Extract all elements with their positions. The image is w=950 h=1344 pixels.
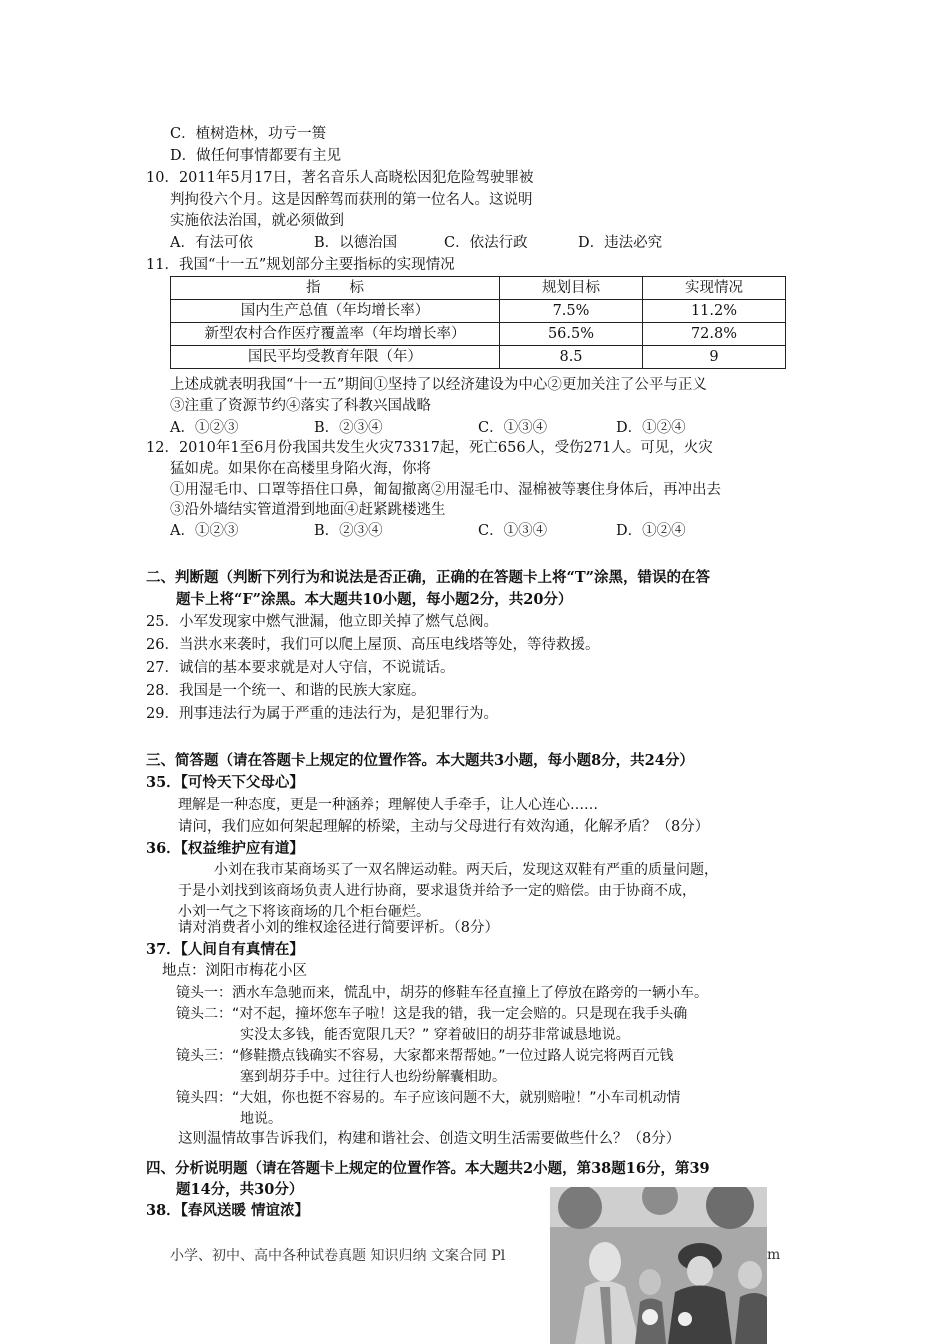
q10-stem-line3: 实施依法治国，就必须做到: [170, 213, 344, 229]
section3-title: 三、简答题（请在答题卡上规定的位置作答。本大题共3小题，每小题8分，共24分）: [146, 752, 694, 769]
q12-choices-line2: ③沿外墙结实管道滑到地面④赶紧跳楼逃生: [170, 502, 446, 518]
q37-scene1: 镜头一：洒水车急驰而来，慌乱中，胡芬的修鞋车径直撞上了停放在路旁的一辆小车。: [176, 985, 708, 1001]
table-row: [171, 346, 786, 369]
q10-option-c: C．依法行政: [444, 235, 528, 251]
table-row: [171, 300, 786, 323]
q10-stem-line2: 判拘役六个月。这是因醉驾而获刑的第一位名人。这说明: [170, 192, 533, 208]
q10-option-d: D．违法必究: [578, 235, 663, 251]
footer-text: [170, 1245, 505, 1265]
q37-scene3-line1: 镜头三：“修鞋攒点钱确实不容易，大家都来帮帮她。”一位过路人说完将两百元钱: [176, 1048, 674, 1064]
q37-scene4-line2: 地说。: [240, 1111, 282, 1127]
q11-option-a: A．①②③: [170, 420, 239, 436]
table-header-cell: 指 标: [171, 277, 500, 300]
q10-option-a: A．有法可依: [170, 235, 253, 251]
table-header-row: [171, 277, 786, 300]
q35-heading: 35．【可怜天下父母心】: [146, 774, 304, 791]
q37-scene2-line2: 实没太多钱，能否宽限几天？” 穿着破旧的胡芬非常诚恳地说。: [240, 1027, 630, 1043]
q11-option-d: D．①②④: [616, 420, 686, 436]
q38-heading: 38．【春风送暖 情谊浓】: [146, 1202, 309, 1219]
q37-heading: 37．【人间自有真情在】: [146, 941, 304, 958]
q10-stem-line1: 10．2011年5月17日，著名音乐人高晓松因犯危险驾驶罪被: [146, 170, 534, 186]
q11-conclusion-line1: 上述成就表明我国“十一五”期间①坚持了以经济建设为中心②更加关注了公平与正义: [170, 377, 707, 393]
news-photo-illustration: [550, 1187, 767, 1344]
table-cell: 国内生产总值（年均增长率）: [171, 300, 500, 323]
q36-question: 请对消费者小刘的维权途径进行简要评析。（8分）: [178, 920, 499, 936]
q12-choices-line1: ①用湿毛巾、口罩等捂住口鼻，匍匐撤离②用湿毛巾、湿棉被等裹住身体后，再冲出去: [170, 482, 721, 498]
q37-question: 这则温情故事告诉我们，构建和谐社会、创造文明生活需要做些什么？（8分）: [178, 1131, 681, 1147]
q12-options: [170, 521, 686, 541]
q12-stem-line2: 猛如虎。如果你在高楼里身陷火海，你将: [170, 461, 431, 477]
q9-option-c: C．植树造林，功亏一篑: [170, 126, 327, 142]
q11-options: [170, 418, 686, 438]
section2-title-line1: 二、判断题（判断下列行为和说法是否正确，正确的在答题卡上将“T”涂黑，错误的在答: [146, 569, 710, 586]
table-cell: 9: [643, 346, 786, 369]
q12-option-a: A．①②③: [170, 523, 239, 539]
q37-location: 地点：浏阳市梅花小区: [162, 963, 307, 979]
footer-text-left: 小学、初中、高中各种试卷真题 知识归纳 文案合同 Pl: [170, 1248, 506, 1264]
q12-option-c: C．①③④: [478, 523, 548, 539]
section4-title-line1: 四、分析说明题（请在答题卡上规定的位置作答。本大题共2小题，第38题16分，第39: [146, 1160, 710, 1177]
section4-title-line2: 题14分，共30分）: [176, 1181, 304, 1198]
q12-option-d: D．①②④: [616, 523, 686, 539]
list-item: 29．刑事违法行为属于严重的违法行为，是犯罪行为。: [146, 706, 498, 722]
table-header-cell: 实现情况: [643, 277, 786, 300]
q37-scene2-line1: 镜头二：“对不起，撞坏您车子啦！这是我的错，我一定会赔的。只是现在我手头确: [176, 1006, 688, 1022]
list-item: 25．小军发现家中燃气泄漏，他立即关掉了燃气总阀。: [146, 614, 498, 630]
list-item: 28．我国是一个统一、和谐的民族大家庭。: [146, 683, 426, 699]
q9-option-d: D．做任何事情都要有主见: [170, 148, 342, 164]
q37-scene3-line2: 塞到胡芬手中。过往行人也纷纷解囊相助。: [240, 1069, 506, 1085]
table-cell: 72.8%: [643, 323, 786, 346]
q11-option-c: C．①③④: [478, 420, 548, 436]
q36-paragraph-line1: 小刘在我市某商场买了一双名牌运动鞋。两天后，发现这双鞋有严重的质量问题，: [214, 862, 718, 878]
q12-option-b: B．②③④: [314, 523, 383, 539]
q12-stem-line1: 12．2010年1至6月份我国共发生火灾73317起，死亡656人，受伤271人。可见，火灾: [146, 440, 713, 456]
section2-title-line2: 题卡上将“F”涂黑。本大题共10小题，每小题2分，共20分）: [176, 591, 573, 608]
q35-question: 请问，我们应如何架起理解的桥梁，主动与父母进行有效沟通，化解矛盾？（8分）: [178, 819, 710, 835]
q36-paragraph-line3: 小刘一气之下将该商场的几个柜台砸烂。: [178, 904, 430, 920]
q11-conclusion-line2: ③注重了资源节约④落实了科教兴国战略: [170, 398, 431, 414]
q36-heading: 36．【权益维护应有道】: [146, 840, 304, 857]
footer-text-right: m: [767, 1247, 781, 1263]
table-cell: 8.5: [500, 346, 643, 369]
q37-scene4-line1: 镜头四：“大姐，你也挺不容易的。车子应该问题不大，就别赔啦！”小车司机动情: [176, 1090, 681, 1106]
q10-option-b: B．以德治国: [314, 235, 398, 251]
list-item: 26．当洪水来袭时，我们可以爬上屋顶、高压电线塔等处，等待救援。: [146, 637, 600, 653]
list-item: 27．诚信的基本要求就是对人守信，不说谎话。: [146, 660, 455, 676]
table-cell: 56.5%: [500, 323, 643, 346]
table-row: [171, 323, 786, 346]
q11-stem: 11．我国“十一五”规划部分主要指标的实现情况: [146, 257, 455, 273]
table-cell: 国民平均受教育年限（年）: [171, 346, 500, 369]
q11-option-b: B．②③④: [314, 420, 383, 436]
table-header-cell: 规划目标: [500, 277, 643, 300]
q10-options: [170, 233, 662, 253]
q36-paragraph-line2: 于是小刘找到该商场负责人进行协商，要求退货并给予一定的赔偿。由于协商不成，: [178, 883, 696, 899]
indicator-table: [170, 276, 786, 369]
q35-quote: 理解是一种态度，更是一种涵养；理解使人手牵手，让人心连心……: [178, 797, 598, 813]
table-cell: 新型农村合作医疗覆盖率（年均增长率）: [171, 323, 500, 346]
table-cell: 11.2%: [643, 300, 786, 323]
news-photo: [550, 1187, 767, 1344]
table-cell: 7.5%: [500, 300, 643, 323]
